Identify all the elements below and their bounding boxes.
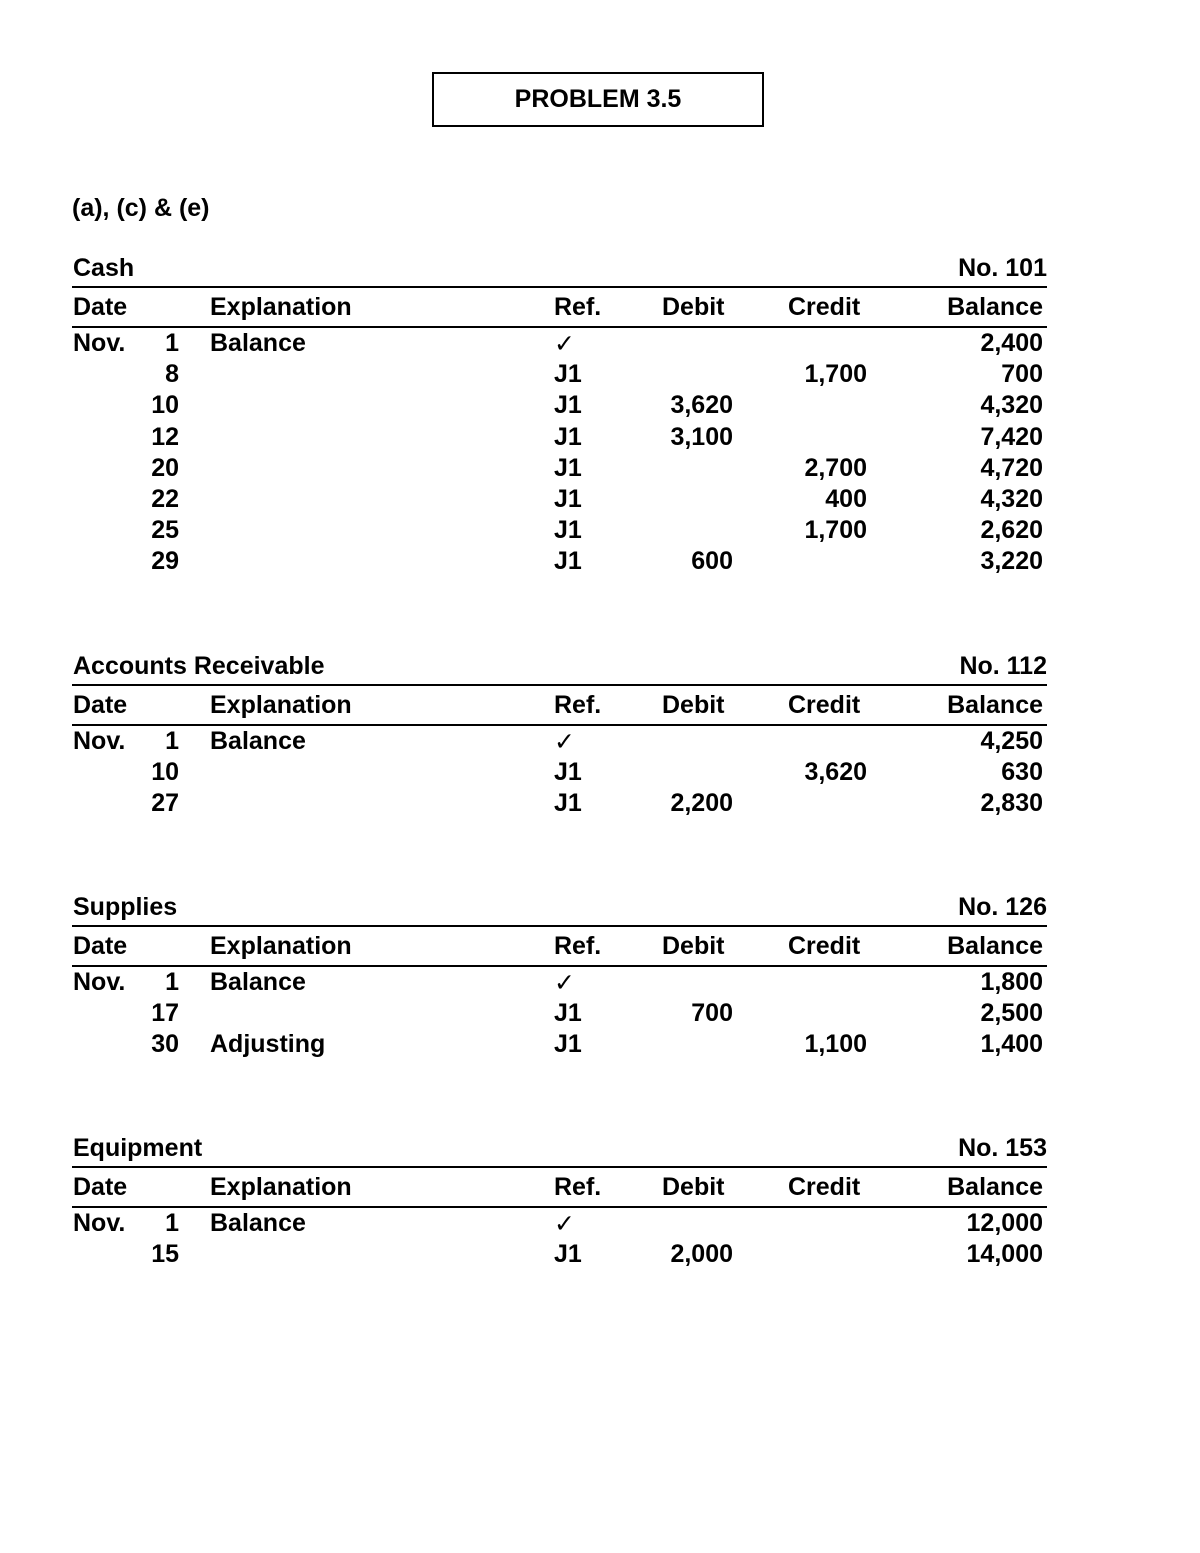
date-month: Nov.: [73, 329, 126, 357]
ledger-account: [72, 254, 1047, 578]
date-day: 20: [151, 453, 179, 482]
table-row: [72, 422, 1047, 453]
date-month: Nov.: [73, 1209, 126, 1237]
ref-cell: J1: [554, 1240, 582, 1269]
account-name: Supplies: [73, 893, 178, 921]
ref-cell: J1: [554, 422, 582, 451]
explanation-cell: Balance: [210, 968, 306, 996]
debit-cell: 3,100: [670, 422, 733, 451]
credit-column-header: Credit: [788, 1173, 861, 1201]
ref-cell: J1: [554, 391, 582, 420]
credit-cell: 1,100: [804, 1030, 867, 1059]
balance-cell: 7,420: [980, 422, 1043, 451]
ref-column-header: Ref.: [554, 691, 602, 719]
ref-cell: J1: [554, 789, 582, 818]
ref-cell: J1: [554, 360, 582, 389]
date-day: 15: [151, 1240, 179, 1269]
credit-cell: 3,620: [804, 758, 867, 787]
explanation-column-header: Explanation: [210, 691, 352, 719]
ref-cell: J1: [554, 516, 582, 545]
debit-column-header: Debit: [662, 691, 725, 719]
ref-cell: J1: [554, 547, 582, 576]
credit-column-header: Credit: [788, 293, 861, 321]
explanation-cell: Balance: [210, 1209, 306, 1237]
ledger-account-header: [72, 254, 1047, 288]
explanation-column-header: Explanation: [210, 932, 352, 960]
table-row: [72, 453, 1047, 484]
balance-column-header: Balance: [947, 293, 1043, 321]
ref-cell: J1: [554, 484, 582, 513]
credit-cell: 400: [825, 484, 867, 513]
balance-cell: 3,220: [980, 547, 1043, 576]
date-day: 30: [151, 1030, 179, 1059]
column-header-row: [72, 927, 1047, 967]
date-day: 8: [165, 360, 179, 389]
ledger-account: [72, 1134, 1047, 1270]
date-day: 10: [151, 758, 179, 787]
account-name: Cash: [73, 254, 135, 282]
column-header-row: [72, 288, 1047, 328]
table-row: [72, 1208, 1047, 1239]
balance-cell: 4,320: [980, 484, 1043, 513]
date-day: 22: [151, 484, 179, 513]
date-month: Nov.: [73, 968, 126, 996]
debit-column-header: Debit: [662, 932, 725, 960]
ref-cell: ✓: [554, 1210, 575, 1238]
date-month: Nov.: [73, 727, 126, 755]
table-row: [72, 788, 1047, 819]
table-row: [72, 998, 1047, 1029]
credit-column-header: Credit: [788, 691, 861, 719]
account-number: No. 112: [959, 652, 1047, 680]
credit-cell: 2,700: [804, 453, 867, 482]
ref-cell: ✓: [554, 330, 575, 358]
balance-cell: 4,320: [980, 391, 1043, 420]
ledger-account-header: [72, 893, 1047, 927]
debit-column-header: Debit: [662, 293, 725, 321]
balance-cell: 2,500: [980, 999, 1043, 1028]
table-row: [72, 390, 1047, 421]
balance-cell: 14,000: [966, 1240, 1043, 1269]
problem-subtitle: (a), (c) & (e): [72, 194, 210, 222]
credit-cell: 1,700: [804, 516, 867, 545]
balance-cell: 1,400: [980, 1030, 1043, 1059]
table-row: [72, 515, 1047, 546]
date-column-header: Date: [73, 293, 128, 321]
balance-column-header: Balance: [947, 691, 1043, 719]
date-day: 1: [165, 727, 179, 755]
date-day: 29: [151, 547, 179, 576]
table-row: [72, 484, 1047, 515]
ref-cell: J1: [554, 758, 582, 787]
ref-cell: J1: [554, 453, 582, 482]
explanation-cell: Adjusting: [210, 1030, 326, 1059]
date-column-header: Date: [73, 932, 128, 960]
table-row: [72, 1029, 1047, 1060]
balance-cell: 630: [1001, 758, 1043, 787]
problem-title: PROBLEM 3.5: [432, 72, 764, 127]
balance-cell: 2,830: [980, 789, 1043, 818]
table-row: [72, 546, 1047, 577]
date-day: 1: [165, 968, 179, 996]
date-day: 1: [165, 329, 179, 357]
date-column-header: Date: [73, 1173, 128, 1201]
debit-cell: 600: [691, 547, 733, 576]
date-day: 12: [151, 422, 179, 451]
explanation-column-header: Explanation: [210, 293, 352, 321]
table-row: [72, 1239, 1047, 1270]
table-row: [72, 328, 1047, 359]
debit-cell: 700: [691, 999, 733, 1028]
account-name: Equipment: [73, 1134, 203, 1162]
ref-cell: J1: [554, 999, 582, 1028]
ref-cell: J1: [554, 1030, 582, 1059]
balance-cell: 700: [1001, 360, 1043, 389]
debit-column-header: Debit: [662, 1173, 725, 1201]
date-day: 1: [165, 1209, 179, 1237]
explanation-cell: Balance: [210, 727, 306, 755]
debit-cell: 2,000: [670, 1240, 733, 1269]
date-column-header: Date: [73, 691, 128, 719]
date-day: 25: [151, 516, 179, 545]
table-row: [72, 726, 1047, 757]
balance-cell: 4,250: [980, 727, 1043, 755]
account-number: No. 153: [958, 1134, 1047, 1162]
table-row: [72, 359, 1047, 390]
balance-column-header: Balance: [947, 1173, 1043, 1201]
credit-cell: 1,700: [804, 360, 867, 389]
balance-cell: 2,620: [980, 516, 1043, 545]
balance-column-header: Balance: [947, 932, 1043, 960]
column-header-row: [72, 1168, 1047, 1208]
ledger-account: [72, 652, 1047, 820]
column-header-row: [72, 686, 1047, 726]
ref-column-header: Ref.: [554, 293, 602, 321]
explanation-column-header: Explanation: [210, 1173, 352, 1201]
ledger-account-header: [72, 1134, 1047, 1168]
date-day: 17: [151, 999, 179, 1028]
balance-cell: 2,400: [980, 329, 1043, 357]
debit-cell: 2,200: [670, 789, 733, 818]
table-row: [72, 757, 1047, 788]
balance-cell: 12,000: [966, 1209, 1043, 1237]
date-day: 27: [151, 789, 179, 818]
account-name: Accounts Receivable: [73, 652, 325, 680]
date-day: 10: [151, 391, 179, 420]
ledger-account: [72, 893, 1047, 1061]
ref-column-header: Ref.: [554, 932, 602, 960]
ref-column-header: Ref.: [554, 1173, 602, 1201]
account-number: No. 101: [958, 254, 1047, 282]
ledger-account-header: [72, 652, 1047, 686]
account-number: No. 126: [958, 893, 1047, 921]
debit-cell: 3,620: [670, 391, 733, 420]
ref-cell: ✓: [554, 728, 575, 756]
explanation-cell: Balance: [210, 329, 306, 357]
ref-cell: ✓: [554, 969, 575, 997]
table-row: [72, 967, 1047, 998]
credit-column-header: Credit: [788, 932, 861, 960]
balance-cell: 4,720: [980, 453, 1043, 482]
balance-cell: 1,800: [980, 968, 1043, 996]
